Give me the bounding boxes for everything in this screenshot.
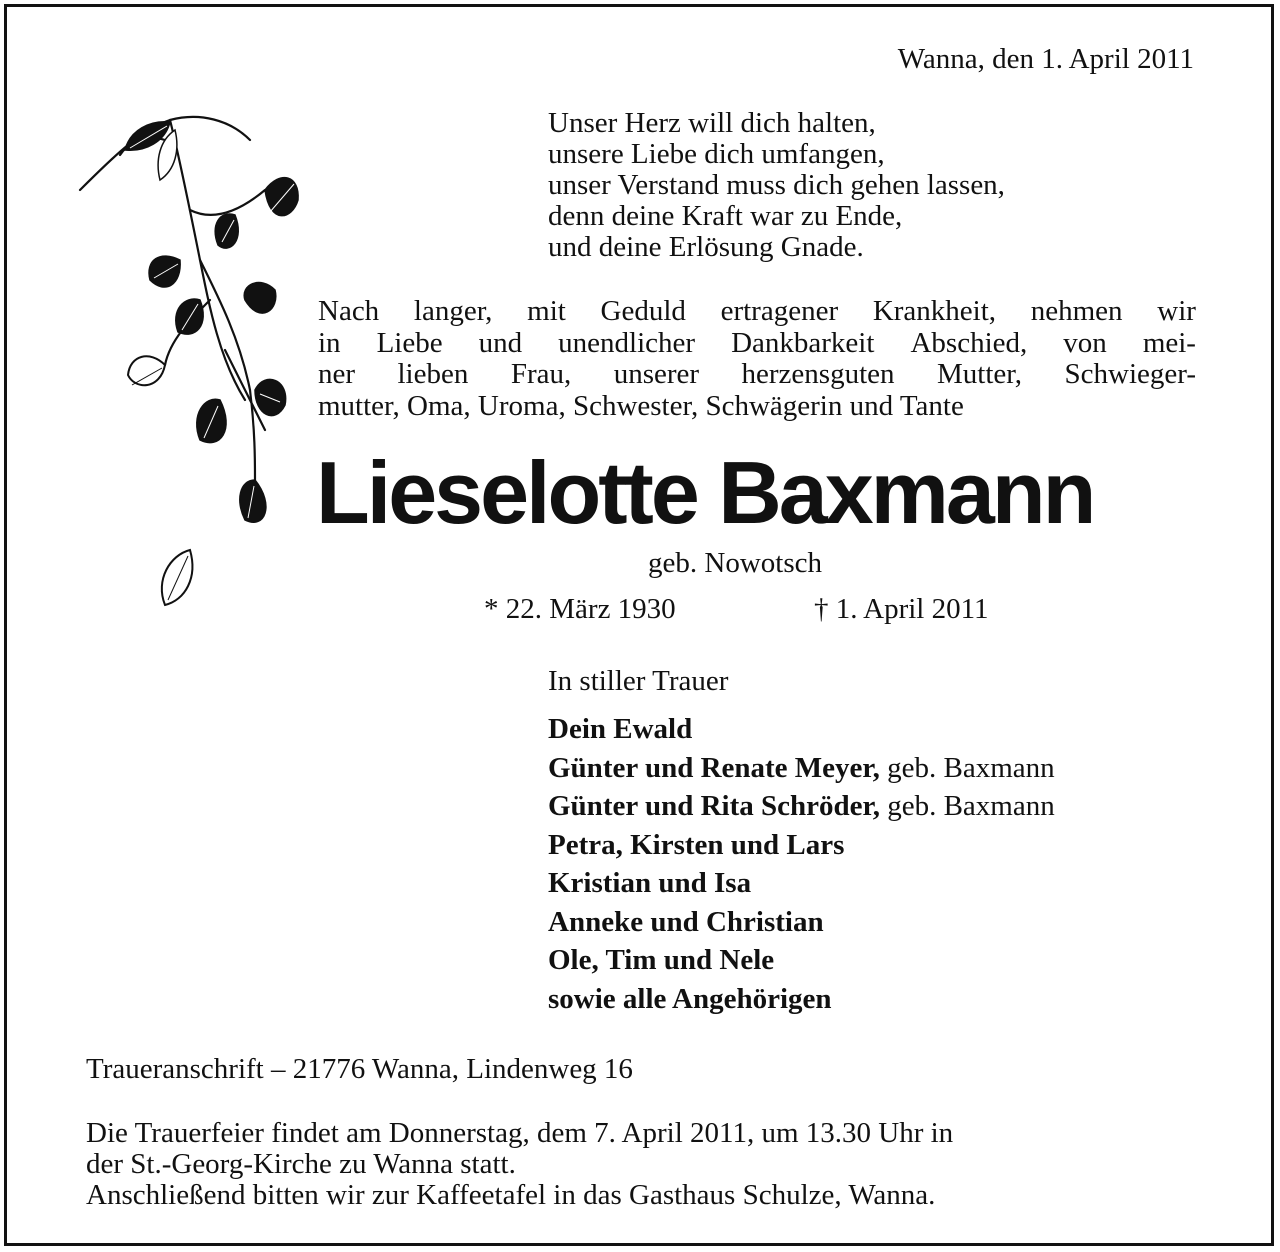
poem-line: unsere Liebe dich umfangen, bbox=[548, 138, 885, 170]
word: ertragener bbox=[720, 295, 839, 327]
word: und bbox=[478, 326, 523, 359]
word: unserer bbox=[613, 358, 700, 390]
mourning-label: In stiller Trauer bbox=[548, 665, 729, 697]
mourner-name: Dein Ewald bbox=[548, 713, 693, 745]
poem bbox=[548, 108, 1005, 263]
mourner-name: Anneke und Christian bbox=[548, 905, 824, 938]
word: mei- bbox=[1142, 326, 1196, 359]
poem-line: denn deine Kraft war zu Ende, bbox=[548, 200, 903, 232]
mourner-name: Günter und Rita Schröder, bbox=[548, 790, 880, 822]
ceremony-line: der St.-Georg-Kirche zu Wanna statt. bbox=[86, 1148, 516, 1180]
word: Mutter, bbox=[937, 358, 1023, 390]
mourners-list bbox=[548, 710, 1055, 1018]
word: Geduld bbox=[600, 295, 686, 327]
mourning-address: Traueranschrift – 21776 Wanna, Lindenweg 16 bbox=[86, 1053, 633, 1085]
poem-line: Unser Herz will dich halten, bbox=[548, 107, 876, 139]
mourner-name: Petra, Kirsten und Lars bbox=[548, 828, 845, 861]
mourner bbox=[548, 787, 1055, 826]
mourner bbox=[548, 864, 1055, 903]
ceremony-info bbox=[86, 1118, 953, 1211]
mourner bbox=[548, 980, 1055, 1019]
word: Dankbarkeit bbox=[731, 326, 875, 359]
birth-name: geb. Nowotsch bbox=[648, 547, 822, 579]
death-date: † 1. April 2011 bbox=[814, 593, 989, 625]
mourner-name: Kristian und Isa bbox=[548, 867, 752, 899]
word: Abschied, bbox=[910, 326, 1028, 359]
word: nehmen bbox=[1030, 295, 1123, 327]
mourner-name: Ole, Tim und Nele bbox=[548, 944, 775, 976]
word: lieben bbox=[397, 358, 469, 390]
mourner bbox=[548, 941, 1055, 980]
word-group: mutter, Oma, Uroma, Schwester, Schwägerin und Tante bbox=[318, 389, 964, 422]
announcement-line bbox=[318, 359, 1196, 391]
ceremony-line: Die Trauerfeier findet am Donnerstag, dem 7. April 2011, um 13.30 Uhr in bbox=[86, 1117, 954, 1149]
deceased-name: Lieselotte Baxmann bbox=[316, 443, 1094, 542]
poem-line: unser Verstand muss dich gehen lassen, bbox=[548, 169, 1005, 201]
word: Nach bbox=[318, 295, 380, 327]
ceremony-line: Anschließend bitten wir zur Kaffeetafel in das Gasthaus Schulze, Wanna. bbox=[86, 1179, 936, 1211]
mourner-note: geb. Baxmann bbox=[879, 751, 1055, 784]
mourner bbox=[548, 903, 1055, 942]
place-and-date: Wanna, den 1. April 2011 bbox=[897, 43, 1194, 75]
mourner-name: sowie alle Angehörigen bbox=[548, 982, 832, 1015]
announcement-text bbox=[318, 296, 1196, 422]
poem-line: und deine Erlösung Gnade. bbox=[548, 231, 864, 263]
word: unendlicher bbox=[558, 326, 696, 359]
birth-date: * 22. März 1930 bbox=[484, 593, 676, 625]
word: von bbox=[1063, 326, 1107, 359]
birch-branch-icon bbox=[70, 100, 310, 620]
life-dates bbox=[484, 593, 989, 625]
word: Schwieger- bbox=[1064, 358, 1196, 390]
mourner bbox=[548, 710, 1055, 749]
word: Frau, bbox=[510, 358, 572, 390]
word: herzensguten bbox=[741, 358, 895, 390]
word: wir bbox=[1157, 295, 1196, 327]
word: Liebe bbox=[376, 326, 443, 359]
mourner-name: Günter und Renate Meyer, bbox=[548, 751, 880, 784]
mourner-note: geb. Baxmann bbox=[879, 790, 1055, 822]
announcement-line bbox=[318, 391, 1196, 423]
word: langer, bbox=[413, 295, 493, 327]
word: mit bbox=[527, 295, 566, 327]
word: in bbox=[318, 326, 341, 359]
word: Krankheit, bbox=[872, 295, 997, 327]
mourner bbox=[548, 826, 1055, 865]
announcement-line bbox=[318, 296, 1196, 328]
mourner bbox=[548, 749, 1055, 788]
word: ner bbox=[318, 358, 356, 390]
announcement-line bbox=[318, 328, 1196, 360]
